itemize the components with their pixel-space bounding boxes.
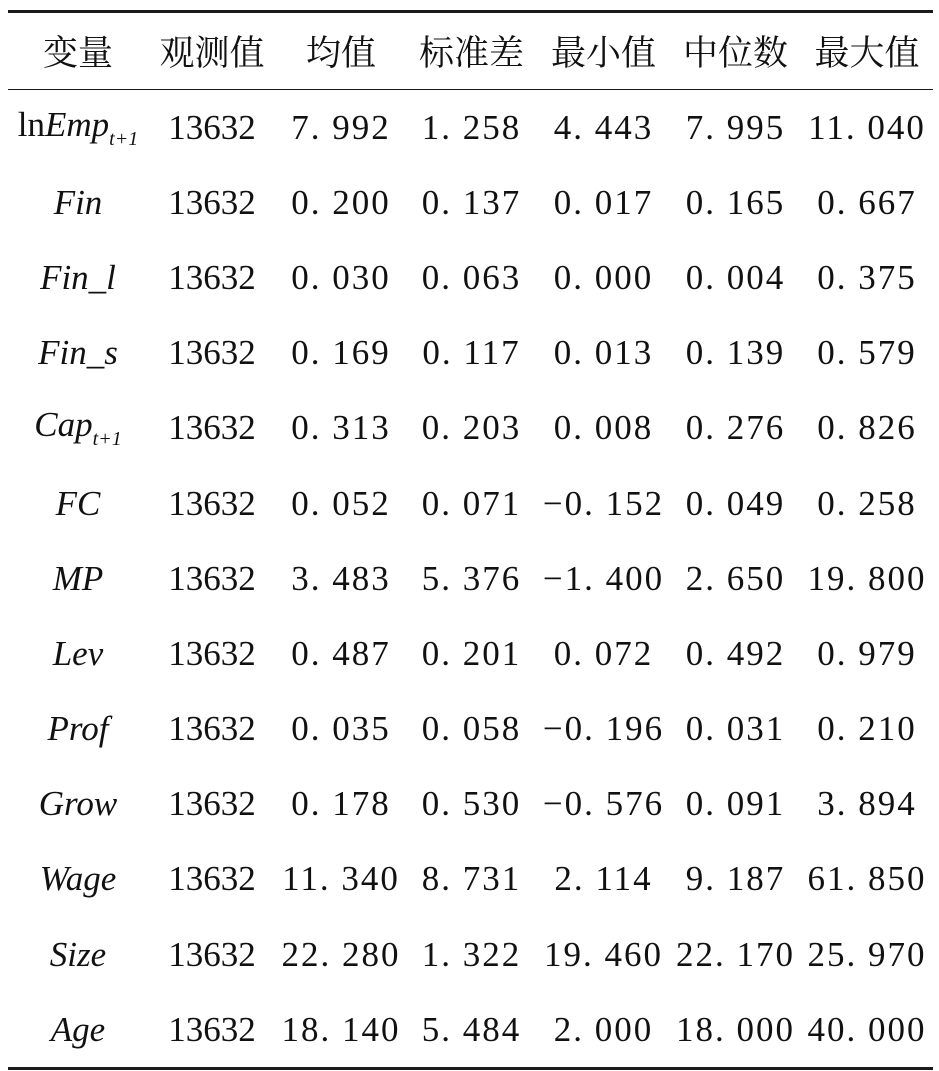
observation-count-cell: 13632	[168, 633, 256, 673]
stat-value-cell: −0. 196	[542, 709, 665, 749]
variable-symbol: Emp	[45, 104, 110, 144]
stat-value-cell: 2. 114	[554, 859, 653, 899]
stat-value-cell: 0. 117	[422, 333, 521, 373]
stat-value-cell: 0. 210	[817, 709, 917, 749]
stat-value-cell: 0. 017	[553, 182, 654, 222]
header-mean: 均值	[305, 34, 376, 74]
stat-value-cell: 22. 170	[676, 934, 795, 974]
table-row	[8, 692, 933, 767]
observation-count-cell: 13632	[168, 408, 256, 448]
stat-value-cell: 0. 000	[553, 257, 654, 297]
variable-name-cell	[8, 405, 148, 451]
stat-value-cell: 0. 826	[817, 408, 917, 448]
table-row	[8, 391, 933, 466]
stat-value-cell: 19. 800	[807, 558, 927, 598]
stat-value-cell: 7. 992	[291, 107, 391, 147]
observation-count-cell: 13632	[168, 709, 256, 749]
variable-subscript: t+1	[92, 428, 122, 451]
variable-name-cell	[8, 105, 148, 151]
observation-count-cell: 13632	[168, 784, 256, 824]
table-body	[8, 90, 933, 1067]
variable-symbol: Wage	[39, 859, 117, 899]
stat-value-cell: 3. 483	[291, 558, 391, 598]
variable-name-cell	[8, 333, 148, 373]
stat-value-cell: 11. 040	[808, 107, 926, 147]
stat-value-cell: 0. 203	[421, 408, 522, 448]
table-row	[8, 541, 933, 616]
stat-value-cell: 0. 091	[685, 784, 786, 824]
observation-count-cell: 13632	[168, 333, 256, 373]
observation-count-cell: 13632	[168, 558, 256, 598]
stat-value-cell: 0. 071	[421, 483, 522, 523]
variable-name-cell	[8, 258, 148, 298]
variable-symbol: Lev	[52, 633, 104, 673]
table-row	[8, 616, 933, 691]
variable-symbol: FC	[55, 483, 101, 523]
variable-name-cell	[8, 784, 148, 824]
stat-value-cell: 0. 979	[817, 633, 917, 673]
stat-value-cell: −0. 576	[542, 784, 665, 824]
stat-value-cell: 0. 178	[291, 784, 391, 824]
header-median: 中位数	[682, 34, 788, 74]
variable-symbol: Prof	[47, 709, 109, 749]
stat-value-cell: 25. 970	[807, 934, 927, 974]
variable-symbol: Grow	[38, 784, 118, 824]
stat-value-cell: −1. 400	[542, 558, 665, 598]
variable-symbol: MP	[52, 558, 104, 598]
variable-name-cell	[8, 484, 148, 524]
variable-symbol: Fin	[53, 182, 103, 222]
stat-value-cell: 0. 169	[291, 333, 391, 373]
variable-name-cell	[8, 859, 148, 899]
descriptive-statistics-table	[8, 10, 933, 1070]
variable-symbol: Cap	[34, 405, 93, 445]
stat-value-cell: 2. 000	[553, 1009, 654, 1049]
stat-value-cell: 0. 035	[291, 709, 391, 749]
variable-name-cell	[8, 559, 148, 599]
stat-value-cell: 5. 376	[421, 558, 522, 598]
stat-value-cell: 40. 000	[807, 1009, 927, 1049]
stat-value-cell: 0. 487	[291, 633, 391, 673]
table-row	[8, 90, 933, 165]
variable-symbol: Size	[49, 934, 107, 974]
stat-value-cell: −0. 152	[542, 483, 665, 523]
stat-value-cell: 0. 200	[291, 182, 391, 222]
variable-symbol: Fin_s	[38, 333, 118, 373]
observation-count-cell: 13632	[168, 1009, 256, 1049]
variable-symbol: Fin_l	[40, 257, 116, 297]
observation-count-cell: 13632	[168, 934, 256, 974]
stat-value-cell: 4. 443	[553, 107, 654, 147]
stat-value-cell: 2. 650	[685, 558, 786, 598]
observation-count-cell: 13632	[168, 859, 256, 899]
stat-value-cell: 8. 731	[421, 859, 522, 899]
header-min: 最小值	[550, 34, 656, 74]
stat-value-cell: 22. 280	[281, 934, 401, 974]
stat-value-cell: 0. 375	[817, 257, 917, 297]
stat-value-cell: 0. 052	[291, 483, 391, 523]
stat-value-cell: 18. 000	[676, 1009, 795, 1049]
variable-name-cell	[8, 634, 148, 674]
header-max: 最大值	[814, 34, 920, 74]
variable-subscript: t+1	[109, 127, 139, 150]
variable-name-cell	[8, 183, 148, 223]
variable-prefix: ln	[17, 104, 45, 144]
table-row	[8, 165, 933, 240]
stat-value-cell: 7. 995	[685, 107, 786, 147]
stat-value-cell: 0. 030	[291, 257, 391, 297]
stat-value-cell: 0. 579	[817, 333, 917, 373]
header-variable: 变量	[42, 34, 113, 74]
stat-value-cell: 0. 313	[291, 408, 391, 448]
stat-value-cell: 0. 137	[421, 182, 522, 222]
variable-name-cell	[8, 935, 148, 975]
observation-count-cell: 13632	[168, 182, 256, 222]
stat-value-cell: 19. 460	[544, 934, 663, 974]
stat-value-cell: 0. 004	[685, 257, 786, 297]
stat-value-cell: 0. 258	[817, 483, 917, 523]
observation-count-cell: 13632	[168, 483, 256, 523]
stat-value-cell: 1. 258	[421, 107, 522, 147]
stat-value-cell: 11. 340	[282, 859, 400, 899]
variable-name-cell	[8, 709, 148, 749]
stat-value-cell: 5. 484	[421, 1009, 522, 1049]
stat-value-cell: 0. 049	[685, 483, 786, 523]
stat-value-cell: 0. 008	[553, 408, 654, 448]
stat-value-cell: 0. 276	[685, 408, 786, 448]
stat-value-cell: 9. 187	[685, 859, 786, 899]
stat-value-cell: 0. 201	[421, 633, 522, 673]
variable-symbol: Age	[50, 1009, 106, 1049]
table-row	[8, 842, 933, 917]
stat-value-cell: 0. 072	[553, 633, 654, 673]
stat-value-cell: 0. 031	[685, 709, 786, 749]
table-row	[8, 767, 933, 842]
stat-value-cell: 0. 139	[685, 333, 786, 373]
table-row	[8, 240, 933, 315]
stat-value-cell: 0. 492	[685, 633, 786, 673]
observation-count-cell: 13632	[168, 107, 256, 147]
stat-value-cell: 18. 140	[281, 1009, 401, 1049]
table-row	[8, 316, 933, 391]
table-header-row	[8, 13, 933, 90]
stat-value-cell: 1. 322	[421, 934, 522, 974]
table-row	[8, 992, 933, 1067]
stat-value-cell: 3. 894	[817, 784, 917, 824]
table-row	[8, 917, 933, 992]
stat-value-cell: 0. 165	[685, 182, 786, 222]
stat-value-cell: 0. 063	[421, 257, 522, 297]
table-row	[8, 466, 933, 541]
stat-value-cell: 0. 530	[421, 784, 522, 824]
stat-value-cell: 0. 667	[817, 182, 917, 222]
header-std-dev: 标准差	[418, 34, 524, 74]
variable-name-cell	[8, 1010, 148, 1050]
stat-value-cell: 0. 058	[421, 709, 522, 749]
stat-value-cell: 61. 850	[807, 859, 927, 899]
observation-count-cell: 13632	[168, 257, 256, 297]
header-observations: 观测值	[159, 34, 265, 74]
stat-value-cell: 0. 013	[553, 333, 654, 373]
